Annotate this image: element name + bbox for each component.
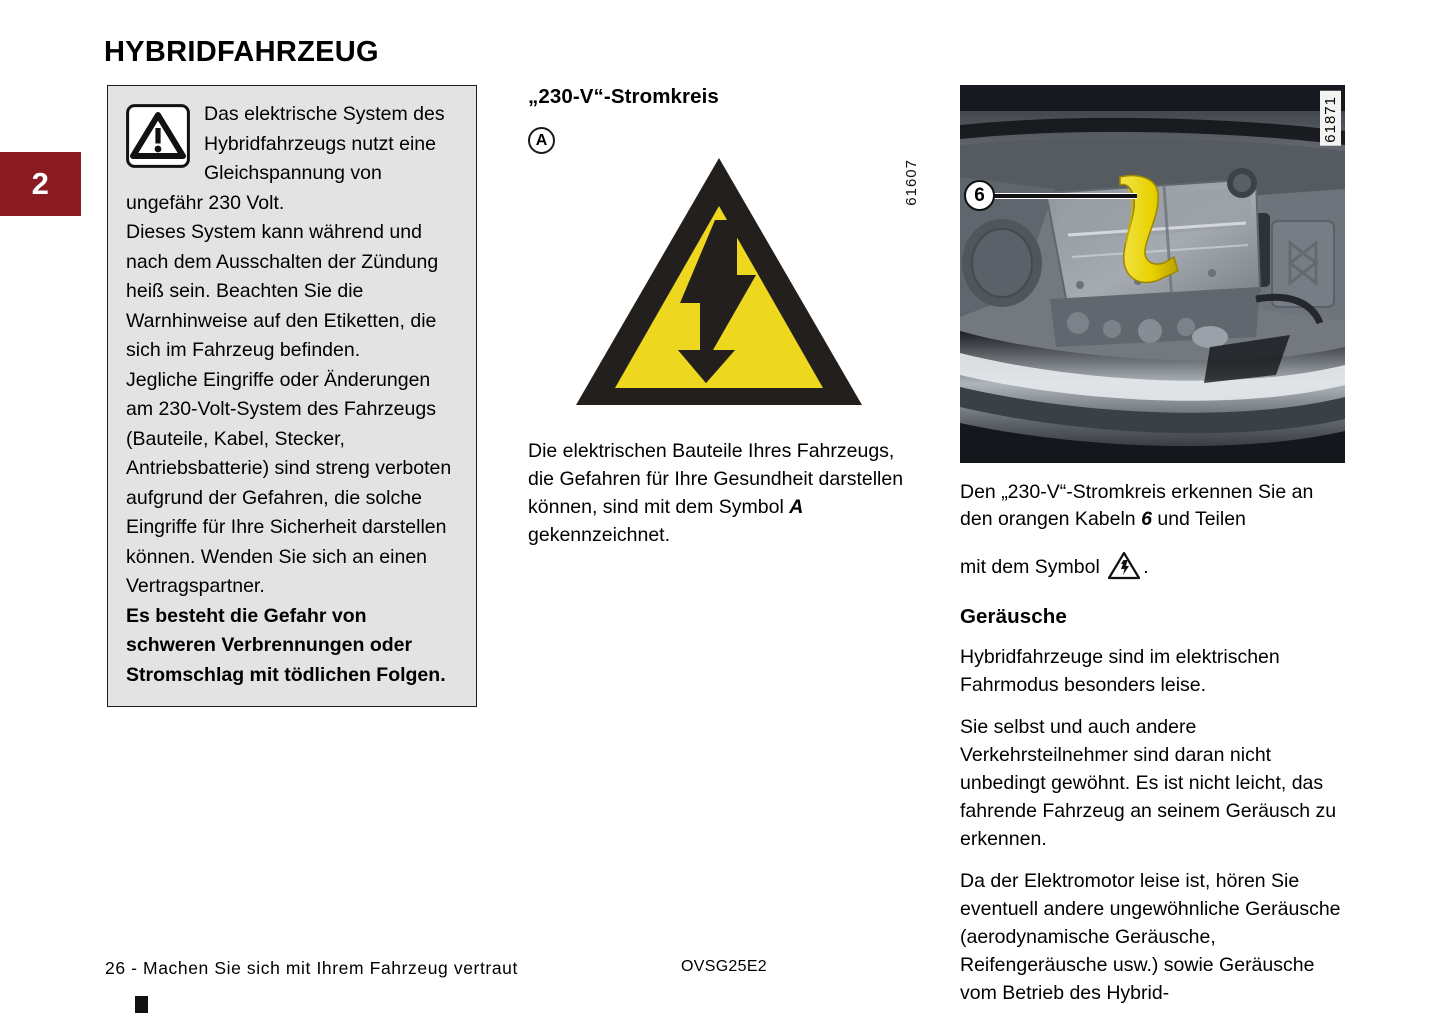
warning-triangle-icon [126, 104, 190, 168]
engine-bay-photo [960, 85, 1345, 463]
figure-number-61607: 61607 [903, 159, 920, 206]
callout-number: 6 [974, 184, 985, 206]
symbol-sentence-before: mit dem Symbol [960, 556, 1106, 578]
chapter-number: 2 [31, 166, 50, 201]
figure-number-61871: 61871 [1320, 91, 1341, 146]
caption-text-after: gekennzeichnet. [528, 524, 671, 546]
left-column [107, 85, 477, 707]
warning-text-rest [126, 218, 459, 690]
callout-leader-line [993, 193, 1137, 199]
paragraph-text-after: und Teilen [1151, 508, 1246, 530]
paragraph-mit-dem-symbol [960, 551, 1350, 581]
paragraph-stromkreis-erkennen [960, 479, 1350, 533]
caption-symbol-a: A [789, 496, 804, 518]
small-hazard-triangle-icon [1107, 551, 1141, 580]
footer-page-line: 26 - Machen Sie sich mit Ihrem Fahrzeug vertraut [105, 958, 518, 978]
warning-paragraph-3: Jegliche Eingriffe oder Änderungen am 230-Volt-System des Fahrzeugs (Bauteile, Kabel, Stecker, Antriebsbatterie) sind streng verboten aufgrund der Gefahren, die solche Eingriffe für Ihre Sicherheit darstellen können. Wenden Sie sich an einen Vertragspartner. [126, 368, 452, 597]
callout-bubble [964, 180, 995, 211]
marker-a-label: A [535, 131, 548, 149]
footer-marker-square [135, 996, 148, 1013]
geraeusche-paragraph-2: Sie selbst und auch andere Verkehrsteilnehmer sind daran nicht unbedingt gewöhnt. Es ist nicht leicht, das fahrende Fahrzeug an seinem Geräusch zu erkennen. [960, 716, 1337, 850]
section-heading-stromkreis: „230-V“-Stromkreis [528, 85, 719, 108]
right-column [960, 85, 1350, 1021]
warning-box-head [126, 100, 459, 218]
marker-a [528, 127, 555, 154]
section-heading-geraeusche: Geräusche [960, 605, 1067, 628]
chapter-tab [0, 152, 81, 216]
symbol-sentence-after: . [1143, 556, 1149, 578]
paragraph-text-before: Den „230-V“-Stromkreis erkennen Sie an den orangen Kabeln [960, 481, 1314, 530]
warning-paragraph-1: Das elektrische System des Hybridfahrzeugs nutzt eine Gleichspannung von ungefähr 230 Volt. [126, 103, 445, 214]
warning-paragraph-2: Dieses System kann während und nach dem Ausschalten der Zündung heiß sein. Beachten Sie die Warnhinweise auf den Etiketten, die sich im Fahrzeug befinden. [126, 221, 439, 361]
warning-paragraph-bold: Es besteht die Gefahr von schweren Verbrennungen oder Stromschlag mit tödlichen Folgen. [126, 604, 446, 686]
hazard-figure-caption [528, 437, 908, 549]
engine-bay-photo-image [960, 85, 1345, 463]
page-title: HYBRIDFAHRZEUG [104, 36, 379, 68]
paragraph-symbol-6: 6 [1141, 508, 1152, 530]
warning-box [107, 85, 477, 707]
high-voltage-hazard-triangle-icon [574, 154, 864, 409]
middle-column [528, 85, 920, 563]
photo-callout-6 [964, 180, 1137, 211]
hazard-figure [528, 127, 920, 437]
geraeusche-paragraph-1: Hybridfahrzeuge sind im elektrischen Fahrmodus besonders leise. [960, 646, 1280, 696]
footer-doc-code: OVSG25E2 [681, 958, 768, 975]
caption-text-before: Die elektrischen Bauteile Ihres Fahrzeugs, die Gefahren für Ihre Gesundheit darstellen können, sind mit dem Symbol [528, 440, 904, 518]
geraeusche-paragraph-3: Da der Elektromotor leise ist, hören Sie eventuell andere ungewöhnliche Geräusche (aerodynamische Geräusche, Reifengeräusche usw.) sowie Geräusche vom Betrieb des Hybrid- [960, 870, 1341, 1004]
